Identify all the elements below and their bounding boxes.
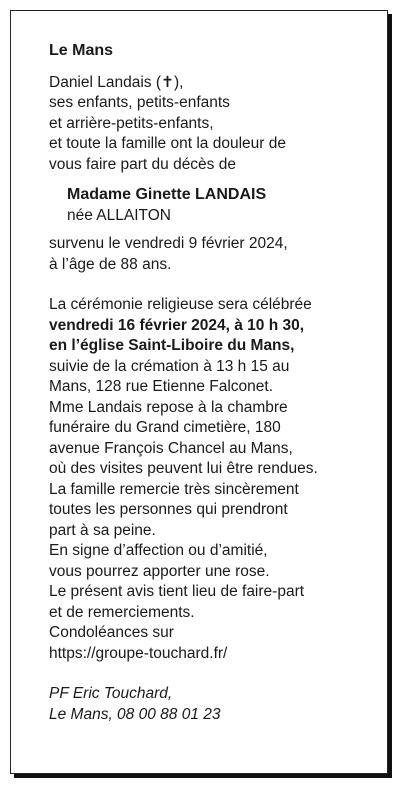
- body-line: Mans, 128 rue Etienne Falconet.: [49, 378, 274, 395]
- intro-line: ses enfants, petits-enfants: [49, 94, 230, 111]
- body-line: La famille remercie très sincèrement: [49, 480, 299, 498]
- ceremony-date: vendredi 16 février 2024, à 10 h 30,: [49, 316, 305, 334]
- body-line: avenue François Chancel au Mans,: [49, 439, 293, 457]
- body-line: funéraire du Grand cimetière, 180: [49, 419, 281, 436]
- body-line: où des visites peuvent lui être rendues.: [49, 460, 318, 477]
- death-paragraph: [49, 234, 379, 275]
- intro-paragraph: [49, 73, 379, 176]
- body-line: part à sa peine.: [49, 521, 156, 539]
- ceremony-intro: La cérémonie religieuse sera célébrée: [49, 296, 312, 313]
- paragraph-spacer: [49, 275, 379, 295]
- obituary-notice: [10, 10, 388, 774]
- paragraph-spacer: [49, 664, 379, 684]
- body-line: suivie de la crémation à 13 h 15 au: [49, 357, 290, 375]
- body-line: Le présent avis tient lieu de faire-part: [49, 583, 305, 600]
- body-line: Condoléances sur: [49, 624, 174, 641]
- intro-line: Daniel Landais (✝),: [49, 73, 184, 91]
- funeral-home-name: PF Eric Touchard,: [49, 685, 173, 702]
- intro-line: et arrière-petits-enfants,: [49, 114, 214, 132]
- body-line: toutes les personnes qui prendront: [49, 501, 288, 518]
- death-line: survenu le vendredi 9 février 2024,: [49, 235, 288, 252]
- ceremony-location: en l’église Saint-Liboire du Mans,: [49, 337, 295, 354]
- signature-block: [49, 684, 379, 725]
- deceased-block: [67, 185, 379, 226]
- funeral-home-contact: Le Mans, 08 00 88 01 23: [49, 705, 221, 723]
- intro-line: et toute la famille ont la douleur de: [49, 135, 286, 152]
- body-line: En signe d’affection ou d’amitié,: [49, 542, 268, 559]
- deceased-maiden-name: née ALLAITON: [67, 206, 171, 224]
- intro-line: vous faire part du décès de: [49, 155, 236, 173]
- condolences-link[interactable]: https://groupe-touchard.fr/: [49, 644, 228, 662]
- body-line: et de remerciements.: [49, 603, 195, 621]
- body-line: Mme Landais repose à la chambre: [49, 398, 288, 416]
- ceremony-paragraph: [49, 295, 379, 664]
- body-line: vous pourrez apporter une rose.: [49, 562, 270, 580]
- notice-content: [49, 41, 379, 725]
- city-heading: Le Mans: [49, 42, 114, 59]
- deceased-name: Madame Ginette LANDAIS: [67, 186, 267, 203]
- death-line: à l’âge de 88 ans.: [49, 255, 172, 273]
